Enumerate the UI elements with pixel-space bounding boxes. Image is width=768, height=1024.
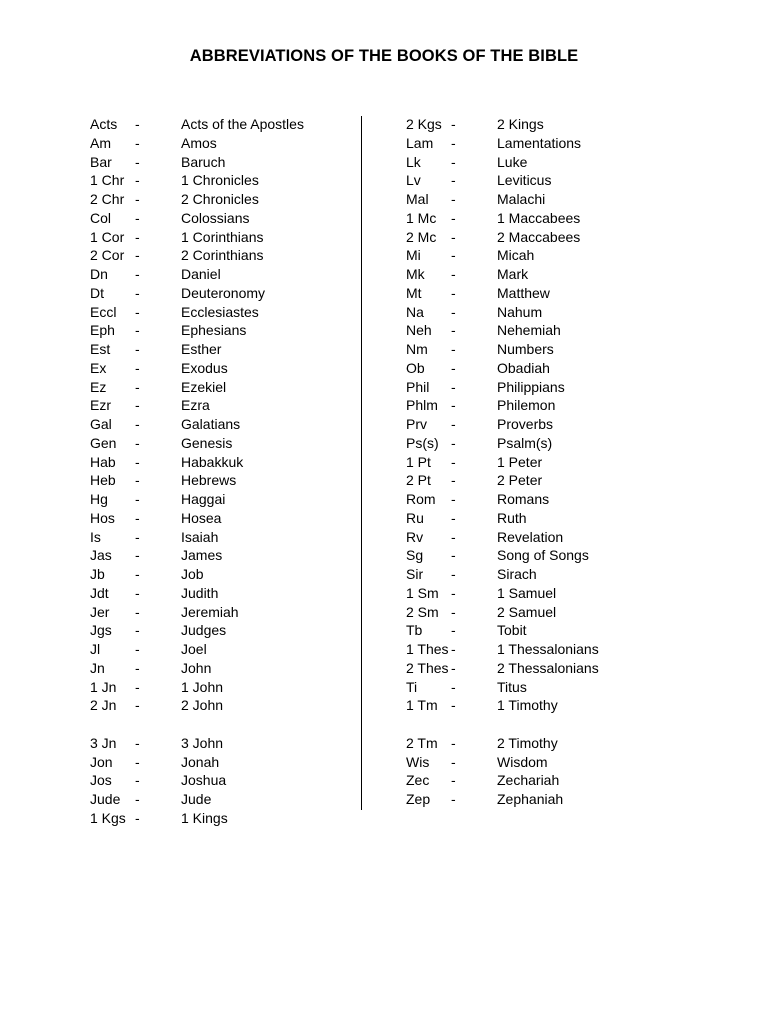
column-divider	[361, 116, 362, 810]
book-name: Philippians	[497, 378, 565, 395]
separator-dash: -	[451, 284, 456, 301]
separator-dash: -	[135, 434, 140, 451]
book-name: Job	[181, 566, 204, 582]
abbreviation: 1 Cor	[90, 228, 125, 245]
separator-dash: -	[135, 116, 140, 132]
abbreviation: 1 Mc	[406, 209, 437, 226]
separator-dash: -	[451, 453, 456, 470]
abbreviation: Jos	[90, 772, 112, 789]
abbreviation: Jn	[90, 659, 105, 676]
separator-dash: -	[135, 584, 140, 601]
book-name: 2 Timothy	[497, 734, 558, 751]
separator-dash: -	[135, 659, 140, 676]
abbreviation: Hg	[90, 491, 108, 507]
abbreviation: Col	[90, 209, 112, 226]
book-name: Numbers	[497, 341, 554, 357]
book-name: Revelation	[497, 528, 564, 545]
separator-dash: -	[135, 341, 140, 357]
book-name: Jonah	[181, 753, 220, 770]
separator-dash: -	[135, 491, 140, 507]
abbreviation: Am	[90, 134, 111, 151]
separator-dash: -	[451, 753, 456, 770]
abbreviation: Sir	[406, 566, 424, 582]
abbreviation: Jude	[90, 791, 121, 807]
separator-dash: -	[451, 397, 456, 414]
abbreviation: Hab	[90, 453, 116, 470]
book-name: Ephesians	[181, 322, 247, 339]
abbreviation: 1 Tm	[406, 697, 438, 714]
separator-dash: -	[451, 622, 456, 639]
separator-dash: -	[135, 359, 140, 376]
book-name: Esther	[181, 341, 222, 357]
abbreviation: 1 Chr	[90, 172, 125, 189]
abbreviation: Ob	[406, 359, 425, 376]
book-name: 2 John	[181, 697, 224, 714]
book-name: 1 Samuel	[497, 584, 557, 601]
abbreviation: Nm	[406, 341, 428, 357]
book-name: Malachi	[497, 191, 546, 207]
book-name: 1 Kings	[181, 809, 228, 826]
book-name: Hebrews	[181, 472, 237, 489]
book-name: Wisdom	[497, 753, 548, 770]
separator-dash: -	[451, 472, 456, 489]
separator-dash: -	[135, 453, 140, 470]
abbreviation: Lv	[406, 172, 421, 189]
abbreviation: Ezr	[90, 397, 111, 414]
abbreviation: Ti	[406, 678, 418, 695]
abbreviation: Mi	[406, 247, 421, 264]
book-name: 2 Chronicles	[181, 191, 259, 207]
abbreviation: Eccl	[90, 303, 117, 320]
abbreviation: Neh	[406, 322, 432, 339]
separator-dash: -	[135, 791, 140, 807]
abbreviation: Mal	[406, 191, 429, 207]
abbreviation: Ru	[406, 509, 424, 526]
separator-dash: -	[451, 603, 456, 620]
page-title: ABBREVIATIONS OF THE BOOKS OF THE BIBLE	[189, 47, 579, 65]
book-name: 1 Timothy	[497, 697, 558, 714]
separator-dash: -	[135, 247, 140, 264]
book-name: 1 Chronicles	[181, 172, 259, 189]
abbreviation: 2 Chr	[90, 191, 125, 207]
abbreviation: Jas	[90, 547, 112, 564]
book-name: Haggai	[181, 491, 226, 507]
book-name: Amos	[181, 134, 217, 151]
abbreviation: Na	[406, 303, 424, 320]
separator-dash: -	[135, 228, 140, 245]
separator-dash: -	[451, 209, 456, 226]
abbreviation: Wis	[406, 753, 430, 770]
book-name: Isaiah	[181, 528, 219, 545]
book-name: Song of Songs	[497, 547, 589, 564]
book-name: Ezekiel	[181, 378, 227, 395]
separator-dash: -	[135, 603, 140, 620]
book-name: 2 Samuel	[497, 603, 557, 620]
book-name: Exodus	[181, 359, 228, 376]
separator-dash: -	[451, 547, 456, 564]
book-name: 1 Thessalonians	[497, 641, 599, 657]
separator-dash: -	[135, 809, 140, 826]
abbreviation: 2 Kgs	[406, 116, 442, 132]
separator-dash: -	[135, 134, 140, 151]
separator-dash: -	[135, 547, 140, 564]
book-name: Titus	[497, 678, 527, 695]
abbreviation: 1 Thes	[406, 641, 449, 657]
separator-dash: -	[451, 791, 456, 807]
abbreviation: Phil	[406, 378, 430, 395]
separator-dash: -	[135, 622, 140, 639]
separator-dash: -	[451, 341, 456, 357]
abbreviation: Jl	[90, 641, 101, 657]
abbreviation: Jdt	[90, 584, 109, 601]
book-name: Galatians	[181, 416, 241, 432]
separator-dash: -	[135, 284, 140, 301]
separator-dash: -	[135, 303, 140, 320]
abbreviation: 2 Cor	[90, 247, 125, 264]
book-name: 2 Kings	[497, 116, 544, 132]
separator-dash: -	[135, 566, 140, 582]
separator-dash: -	[135, 678, 140, 695]
separator-dash: -	[451, 584, 456, 601]
separator-dash: -	[451, 509, 456, 526]
abbreviation: 1 Sm	[406, 584, 439, 601]
separator-dash: -	[451, 659, 456, 676]
separator-dash: -	[135, 772, 140, 789]
book-name: Mark	[497, 266, 529, 282]
abbreviation: Heb	[90, 472, 116, 489]
abbreviation: Prv	[406, 416, 427, 432]
separator-dash: -	[451, 734, 456, 751]
separator-dash: -	[451, 434, 456, 451]
book-name: Philemon	[497, 397, 556, 414]
book-name: 1 Maccabees	[497, 209, 581, 226]
abbreviation: Jer	[90, 603, 110, 620]
separator-dash: -	[451, 153, 456, 170]
separator-dash: -	[135, 378, 140, 395]
book-name: Zephaniah	[497, 791, 564, 807]
book-name: Proverbs	[497, 416, 554, 432]
book-name: Micah	[497, 247, 535, 264]
separator-dash: -	[135, 734, 140, 751]
abbreviation: Mt	[406, 284, 422, 301]
separator-dash: -	[135, 153, 140, 170]
separator-dash: -	[451, 172, 456, 189]
book-name: Zechariah	[497, 772, 560, 789]
abbreviation: Dt	[90, 284, 104, 301]
abbreviation: 2 Thes	[406, 659, 449, 676]
separator-dash: -	[451, 697, 456, 714]
abbreviation: Eph	[90, 322, 115, 339]
separator-dash: -	[451, 378, 456, 395]
book-name: Joshua	[181, 772, 227, 789]
book-name: Nahum	[497, 303, 543, 320]
separator-dash: -	[135, 416, 140, 432]
abbreviation: Jb	[90, 566, 105, 582]
book-name: Daniel	[181, 266, 221, 282]
abbreviation: 2 Mc	[406, 228, 437, 245]
abbreviation: Mk	[406, 266, 425, 282]
abbreviation: 2 Sm	[406, 603, 439, 620]
abbreviation: Rv	[406, 528, 424, 545]
abbreviation: Rom	[406, 491, 436, 507]
book-name: Baruch	[181, 153, 226, 170]
book-name: Romans	[497, 491, 550, 507]
abbreviation: Lam	[406, 134, 434, 151]
book-name: 2 Thessalonians	[497, 659, 599, 676]
book-name: Sirach	[497, 566, 537, 582]
book-name: Ezra	[181, 397, 210, 414]
separator-dash: -	[135, 472, 140, 489]
separator-dash: -	[135, 528, 140, 545]
book-name: 1 Peter	[497, 453, 543, 470]
abbreviation: Lk	[406, 153, 421, 170]
abbreviation: 1 Pt	[406, 453, 431, 470]
abbreviation: 2 Jn	[90, 697, 117, 714]
separator-dash: -	[451, 228, 456, 245]
abbreviation: 1 Kgs	[90, 809, 126, 826]
abbreviation: 2 Pt	[406, 472, 431, 489]
separator-dash: -	[451, 116, 456, 132]
book-name: Obadiah	[497, 359, 550, 376]
book-name: 2 Maccabees	[497, 228, 581, 245]
book-name: Deuteronomy	[181, 284, 266, 301]
book-name: Genesis	[181, 434, 233, 451]
book-name: Ruth	[497, 509, 527, 526]
abbreviation: Hos	[90, 509, 115, 526]
book-name: Lamentations	[497, 134, 582, 151]
separator-dash: -	[451, 322, 456, 339]
separator-dash: -	[135, 697, 140, 714]
abbreviation: 2 Tm	[406, 734, 438, 751]
book-name: Habakkuk	[181, 453, 244, 470]
separator-dash: -	[135, 191, 140, 207]
abbreviation: Phlm	[406, 397, 438, 414]
separator-dash: -	[451, 641, 456, 657]
book-name: 1 Corinthians	[181, 228, 264, 245]
abbreviation: Gen	[90, 434, 117, 451]
abbreviation: Gal	[90, 416, 112, 432]
abbreviation: Is	[90, 528, 101, 545]
book-name: Nehemiah	[497, 322, 561, 339]
separator-dash: -	[451, 303, 456, 320]
separator-dash: -	[451, 266, 456, 282]
book-name: 2 Peter	[497, 472, 543, 489]
separator-dash: -	[451, 772, 456, 789]
separator-dash: -	[135, 509, 140, 526]
separator-dash: -	[451, 528, 456, 545]
separator-dash: -	[451, 247, 456, 264]
abbreviation: Bar	[90, 153, 112, 170]
separator-dash: -	[451, 134, 456, 151]
abbreviation: Zep	[406, 791, 431, 807]
book-name: Psalm(s)	[497, 434, 553, 451]
abbreviation: Jgs	[90, 622, 112, 639]
separator-dash: -	[135, 322, 140, 339]
abbreviation: Zec	[406, 772, 430, 789]
abbreviation: Est	[90, 341, 111, 357]
book-name: Hosea	[181, 509, 222, 526]
book-name: James	[181, 547, 223, 564]
book-name: Acts of the Apostles	[181, 116, 304, 132]
book-name: 1 John	[181, 678, 224, 695]
book-name: Matthew	[497, 284, 550, 301]
abbreviation: 1 Jn	[90, 678, 117, 695]
abbreviation: Acts	[90, 116, 118, 132]
abbreviation: Sg	[406, 547, 424, 564]
separator-dash: -	[135, 397, 140, 414]
separator-dash: -	[451, 678, 456, 695]
book-name: Jude	[181, 791, 212, 807]
abbreviation: Ex	[90, 359, 107, 376]
abbreviation: Ps(s)	[406, 434, 439, 451]
book-name: Tobit	[497, 622, 527, 639]
book-name: 3 John	[181, 734, 224, 751]
separator-dash: -	[135, 266, 140, 282]
book-name: Colossians	[181, 209, 250, 226]
abbreviation: 3 Jn	[90, 734, 117, 751]
book-name: Jeremiah	[181, 603, 239, 620]
book-name: Luke	[497, 153, 528, 170]
separator-dash: -	[451, 191, 456, 207]
separator-dash: -	[135, 753, 140, 770]
separator-dash: -	[451, 491, 456, 507]
separator-dash: -	[135, 172, 140, 189]
separator-dash: -	[135, 209, 140, 226]
separator-dash: -	[135, 641, 140, 657]
abbreviation: Jon	[90, 753, 113, 770]
book-name: Ecclesiastes	[181, 303, 259, 320]
book-name: Judges	[181, 622, 227, 639]
book-name: 2 Corinthians	[181, 247, 264, 264]
book-name: John	[181, 659, 212, 676]
book-name: Judith	[181, 584, 219, 601]
abbreviation: Tb	[406, 622, 423, 639]
abbreviation: Ez	[90, 378, 107, 395]
book-name: Joel	[181, 641, 207, 657]
abbreviation: Dn	[90, 266, 108, 282]
separator-dash: -	[451, 416, 456, 432]
book-name: Leviticus	[497, 172, 552, 189]
separator-dash: -	[451, 359, 456, 376]
separator-dash: -	[451, 566, 456, 582]
